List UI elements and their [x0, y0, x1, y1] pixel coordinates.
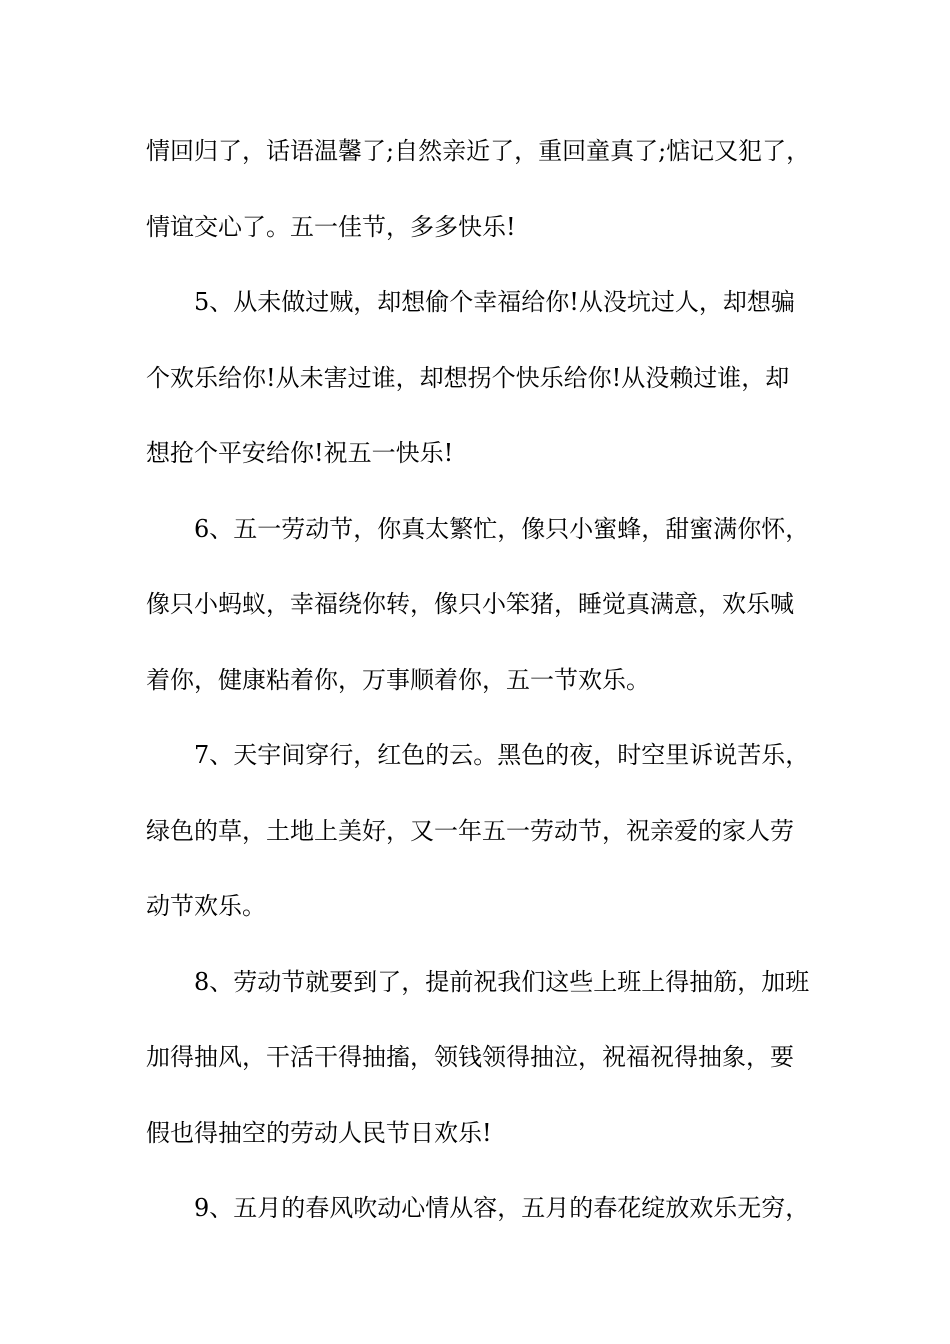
text-line: 动节欢乐。 — [146, 892, 266, 920]
body-text — [146, 131, 826, 1264]
text-line: 8、劳动节就要到了，提前祝我们这些上班上得抽筋，加班 — [194, 967, 810, 996]
text-line: 假也得抽空的劳动人民节日欢乐! — [146, 1118, 492, 1147]
text-line: 5、从未做过贼，却想偷个幸福给你!从没坑过人，却想骗 — [194, 288, 795, 316]
text-line: 6、五一劳动节，你真太繁忙，像只小蜜蜂，甜蜜满你怀， — [194, 514, 810, 543]
text-line: 情回归了，话语温馨了;自然亲近了，重回童真了;惦记又犯了， — [146, 137, 811, 165]
text-line: 9、五月的春风吹动心情从容，五月的春花绽放欢乐无穷， — [194, 1194, 810, 1222]
text-line: 情谊交心了。五一佳节，多多快乐! — [146, 212, 516, 241]
text-line: 像只小蚂蚁，幸福绕你转，像只小笨猪，睡觉真满意，欢乐喊 — [146, 590, 794, 618]
text-line: 绿色的草，土地上美好，又一年五一劳动节，祝亲爱的家人劳 — [146, 816, 794, 845]
text-line: 加得抽风，干活干得抽搐，领钱领得抽泣，祝福祝得抽象，要 — [146, 1043, 794, 1071]
text-line: 个欢乐给你!从未害过谁，却想拐个快乐给你!从没赖过谁，却 — [146, 363, 790, 392]
text-line: 7、天宇间穿行，红色的云。黑色的夜，时空里诉说苦乐， — [194, 741, 810, 769]
text-line: 想抢个平安给你!祝五一快乐! — [146, 439, 454, 467]
text-line: 着你，健康粘着你，万事顺着你，五一节欢乐。 — [146, 665, 650, 694]
